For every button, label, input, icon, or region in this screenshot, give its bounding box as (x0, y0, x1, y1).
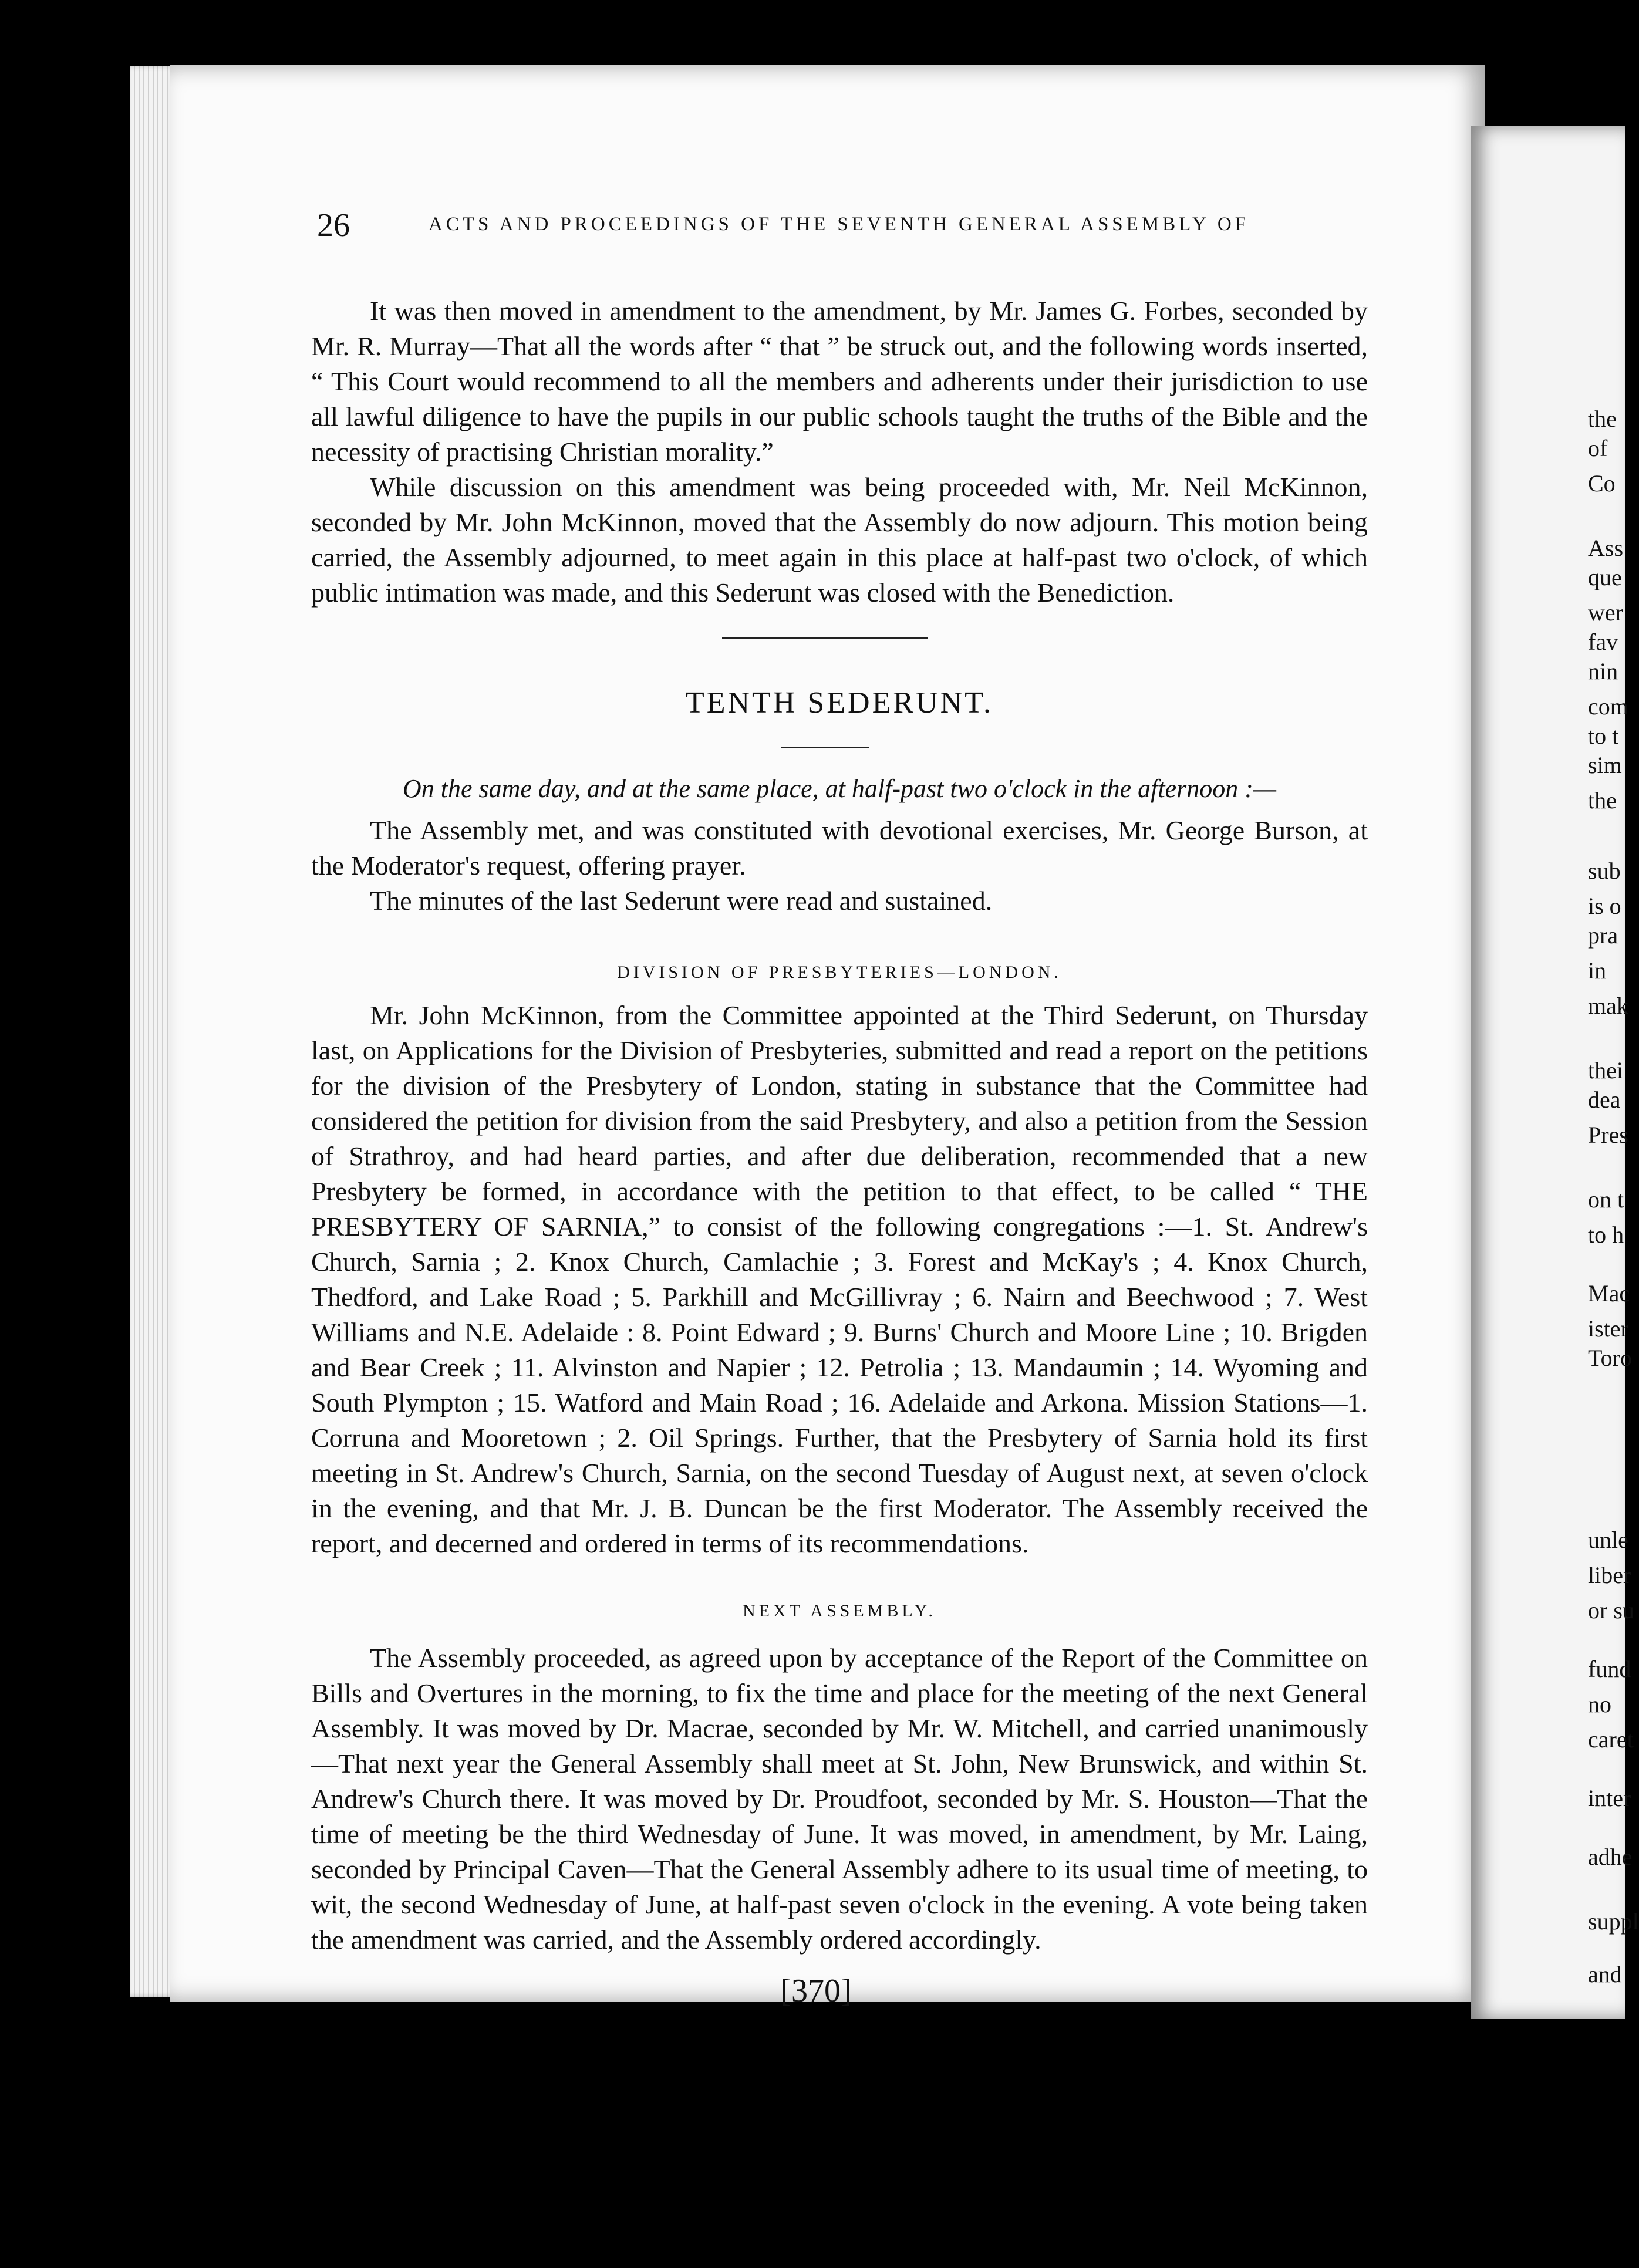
adjacent-page-fragment: nin (1588, 658, 1618, 684)
adjacent-page-fragment: to t (1588, 723, 1619, 749)
adjacent-page-fragment: of (1588, 435, 1608, 461)
adjacent-page-fragment: thei (1588, 1057, 1623, 1084)
adjacent-page-fragment: que (1588, 564, 1622, 590)
adjacent-page-fragment: and (1588, 1961, 1622, 1987)
adjacent-page-fragment: Mac (1588, 1280, 1630, 1307)
running-head: ACTS AND PROCEEDINGS OF THE SEVENTH GENERAL ASSEMBLY OF (429, 214, 1250, 235)
adjacent-page-fragment: on t (1588, 1186, 1624, 1213)
adjacent-page-fragment: sim (1588, 752, 1622, 778)
adjacent-page-fragment: caret (1588, 1726, 1634, 1753)
adjacent-page-fragment: mak (1588, 993, 1628, 1019)
adjacent-page-fragment: is o (1588, 893, 1621, 919)
next-assembly-paragraph: The Assembly proceeded, as agreed upon by acceptance of the Report of the Committee on Bills and Overtures in the morning, to fix the time and place for the meeting of the next General Assembly. It was moved by Dr. Macrae, seconded by Mr. W. Mitchell, and carried unanimously—That next year the General Assembly shall meet at St. John, New Brunswick, and within St. Andrew's Church there. It was moved by Dr. Proudfoot, seconded by Mr. S. Houston—That the time of meeting be the third Wednesday of June. It was moved, in amendment, by Mr. Laing, seconded by Principal Caven—That the General Assembly adhere to its usual time of meeting, to wit, the second Wednesday of June, at half-past seven o'clock in the evening. A vote being taken the amendment was carried, and the Assembly ordered accordingly. (311, 1643, 1368, 1955)
adjacent-page-fragment: pra (1588, 922, 1618, 949)
next-assembly-heading: NEXT ASSEMBLY. (743, 1601, 936, 1621)
opening-text (311, 293, 1368, 610)
sederunt-title: TENTH SEDERUNT. (685, 686, 994, 720)
adjacent-page-fragment: Ass (1588, 535, 1624, 561)
adjacent-page-fragment: ister (1588, 1315, 1628, 1342)
adjacent-page-fragment: Pres (1588, 1122, 1628, 1148)
constitution-paragraph: The Assembly met, and was constituted with devotional exercises, Mr. George Burson, at the Moderator's request, offering prayer. (311, 815, 1368, 880)
next-assembly-text (311, 1641, 1368, 1958)
adjacent-page-fragment: liber (1588, 1562, 1631, 1588)
division-text (311, 998, 1368, 1561)
adjacent-page-fragment: inter (1588, 1785, 1631, 1811)
adjacent-page-fragment: no (1588, 1691, 1611, 1717)
adjacent-page-fragment: the (1588, 787, 1617, 814)
title-underline (781, 747, 869, 748)
adjacent-page-fragment: sub (1588, 858, 1621, 884)
adjacent-page-fragment: wer (1588, 599, 1623, 626)
page-header (317, 207, 1344, 242)
meeting-time: On the same day, and at the same place, at half-past two o'clock in the afternoon :— (402, 774, 1277, 803)
adjacent-page-fragment: to h (1588, 1221, 1624, 1248)
adjacent-page-fragment: in (1588, 957, 1607, 984)
minutes-paragraph: The minutes of the last Sederunt were read and sustained. (370, 886, 993, 916)
adjournment-paragraph: While discussion on this amendment was being proceeded with, Mr. Neil McKinnon, seconded by Mr. John McKinnon, moved that the Assembly do now adjourn. This motion being carried, the Assembly adjourned, to meet again in this place at half-past two o'clock, of which public intimation was made, and this Sederunt was closed with the Benediction. (311, 472, 1368, 608)
adjacent-page-fragment: the (1588, 406, 1617, 432)
adjacent-page-fragment: unle (1588, 1527, 1628, 1553)
adjacent-page-fragment: fav (1588, 629, 1618, 655)
sederunt-text (311, 813, 1368, 919)
footer-page-number: [370] (780, 1973, 852, 2009)
adjacent-page-fragment: Co (1588, 470, 1616, 497)
adjacent-page-fragment: com (1588, 693, 1628, 720)
adjacent-page-fragment: Toro (1588, 1345, 1632, 1371)
adjacent-page-fragment: dea (1588, 1086, 1621, 1113)
section-divider (722, 637, 928, 639)
division-heading: DIVISION OF PRESBYTERIES—LONDON. (617, 963, 1062, 982)
adjacent-page-fragment: suppl (1588, 1908, 1639, 1935)
page-number: 26 (317, 207, 350, 244)
adjacent-page-fragment: adhe (1588, 1844, 1633, 1870)
division-paragraph: Mr. John McKinnon, from the Committee appointed at the Third Sederunt, on Thursday last, on Applications for the Division of Presbyteries, submitted and read a report on the petitions for the division of the Presbytery of London, stating in substance that the Committee had considered the petition for division from the said Presbytery, and also a petition from the Session of Strathroy, and had heard parties, and after due deliberation, recommended that a new Presbytery be formed, in accordance with the petition to that effect, to be called “ THE PRESBYTERY OF SARNIA,” to consist of the following congregations :—1. St. Andrew's Church, Sarnia ; 2. Knox Church, Camlachie ; 3. Forest and McKay's ; 4. Knox Church, Thedford, and Lake Road ; 5. Parkhill and McGillivray ; 6. Nairn and Beechwood ; 7. West Williams and N.E. Adelaide : 8. Point Edward ; 9. Burns' Church and Moore Line ; 10. Brigden and Bear Creek ; 11. Alvinston and Napier ; 12. Petrolia ; 13. Mandaumin ; 14. Wyoming and South Plympton ; 15. Watford and Main Road ; 16. Adelaide and Arkona. Mission Stations—1. Corruna and Mooretown ; 2. Oil Springs. Further, that the Presbytery of Sarnia hold its first meeting in St. Andrew's Church, Sarnia, on the second Tuesday of August next, at seven o'clock in the evening, and that Mr. J. B. Duncan be the first Moderator. The Assembly received the report, and decerned and ordered in terms of its recommendations. (311, 1000, 1368, 1558)
amendment-paragraph: It was then moved in amendment to the amendment, by Mr. James G. Forbes, seconded by Mr. R. Murray—That all the words after “ that ” be struck out, and the following words inserted, “ This Court would recommend to all the members and adherents under their jurisdiction to use all lawful diligence to have the pupils in our public schools taught the truths of the Bible and the necessity of practising Christian morality.” (311, 296, 1368, 467)
adjacent-page-fragment: or su (1588, 1597, 1634, 1624)
adjacent-page-fragment: fund (1588, 1656, 1631, 1682)
